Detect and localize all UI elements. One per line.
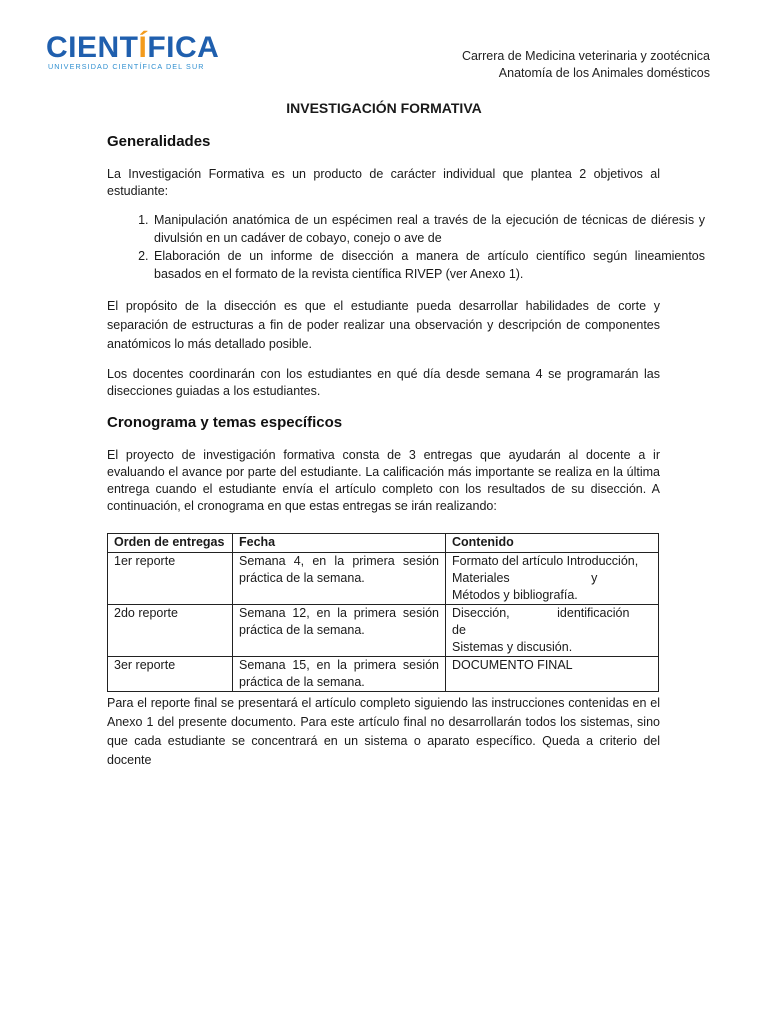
objective-item: 2. Elaboración de un informe de disección a manera de artículo científico según lineamientos basados en el formato de la revista científica RIVEP (ver Anexo 1).	[152, 247, 705, 283]
table-cell-fecha: Semana 15, en la primera sesión práctica de la semana.	[233, 657, 446, 692]
section-heading-generalidades: Generalidades	[107, 133, 211, 150]
table-cell-orden: 1er reporte	[108, 553, 233, 605]
column-header: Fecha	[233, 534, 446, 553]
table-row	[108, 605, 659, 657]
contenido-line: Materiales y	[452, 571, 598, 585]
university-logo	[46, 32, 221, 74]
logo-subtitle: UNIVERSIDAD CIENTÍFICA DEL SUR	[48, 62, 205, 71]
table-row	[108, 553, 659, 605]
final-report-paragraph: Para el reporte final se presentará el artículo completo siguiendo las instrucciones contenidas en el Anexo 1 del presente documento. Para este artículo final no desarrollarán todos los sistemas, sino que cada estudiante se concentrará en un sistema o aparato específico. Queda a criterio del docente	[107, 696, 660, 767]
table-cell-orden: 3er reporte	[108, 657, 233, 692]
column-header: Orden de entregas	[108, 534, 233, 553]
contenido-line: Disección, identificación de	[452, 606, 630, 637]
coordination-paragraph: Los docentes coordinarán con los estudiantes en qué día desde semana 4 se programarán las disecciones guiadas a los estudiantes.	[107, 367, 660, 398]
purpose-paragraph: El propósito de la disección es que el estudiante pueda desarrollar habilidades de corte y separación de estructuras a fin de poder realizar una observación y descripción de componentes anatómicos lo más detallado posible.	[107, 299, 660, 351]
section-heading-cronograma: Cronograma y temas específicos	[107, 414, 343, 431]
table-cell-contenido	[446, 553, 659, 605]
logo-text-accent: Í	[138, 31, 148, 64]
document-title: INVESTIGACIÓN FORMATIVA	[286, 100, 482, 116]
course-name: Anatomía de los Animales domésticos	[498, 66, 710, 80]
schedule-table	[107, 533, 659, 692]
course-header	[462, 48, 710, 82]
contenido-line: Sistemas y discusión.	[452, 640, 573, 654]
schedule-intro-paragraph: El proyecto de investigación formativa consta de 3 entregas que ayudarán al docente a ir evaluando el avance por parte del estudiante. La calificación más importante se realiza en la última entrega cuando el estudiante envía el artículo completo con los resultados de su disección. A continuación, el cronograma en que estas entregas se irán realizando:	[107, 448, 660, 513]
logo-text-part2: FICA	[147, 31, 220, 64]
column-header: Contenido	[446, 534, 659, 553]
contenido-line: DOCUMENTO FINAL	[452, 658, 573, 672]
objective-item: 1. Manipulación anatómica de un espécimen real a través de la ejecución de técnicas de diéresis y divulsión en un cadáver de cobayo, conejo o ave de	[152, 211, 705, 247]
intro-paragraph: La Investigación Formativa es un producto de carácter individual que plantea 2 objetivos al estudiante:	[107, 167, 660, 198]
logo-text-part1: CIENT	[46, 31, 139, 64]
table-cell-fecha: Semana 4, en la primera sesión práctica de la semana.	[233, 553, 446, 605]
logo-wordmark	[46, 32, 219, 64]
objectives-list	[107, 211, 705, 283]
table-cell-orden: 2do reporte	[108, 605, 233, 657]
table-cell-contenido	[446, 657, 659, 692]
table-cell-fecha: Semana 12, en la primera sesión práctica de la semana.	[233, 605, 446, 657]
table-row	[108, 657, 659, 692]
contenido-line: Formato del artículo Introducción,	[452, 554, 639, 568]
table-header-row	[108, 534, 659, 553]
contenido-line: Métodos y bibliografía.	[452, 588, 578, 602]
career-name: Carrera de Medicina veterinaria y zootécnica	[461, 49, 710, 63]
table-cell-contenido	[446, 605, 659, 657]
